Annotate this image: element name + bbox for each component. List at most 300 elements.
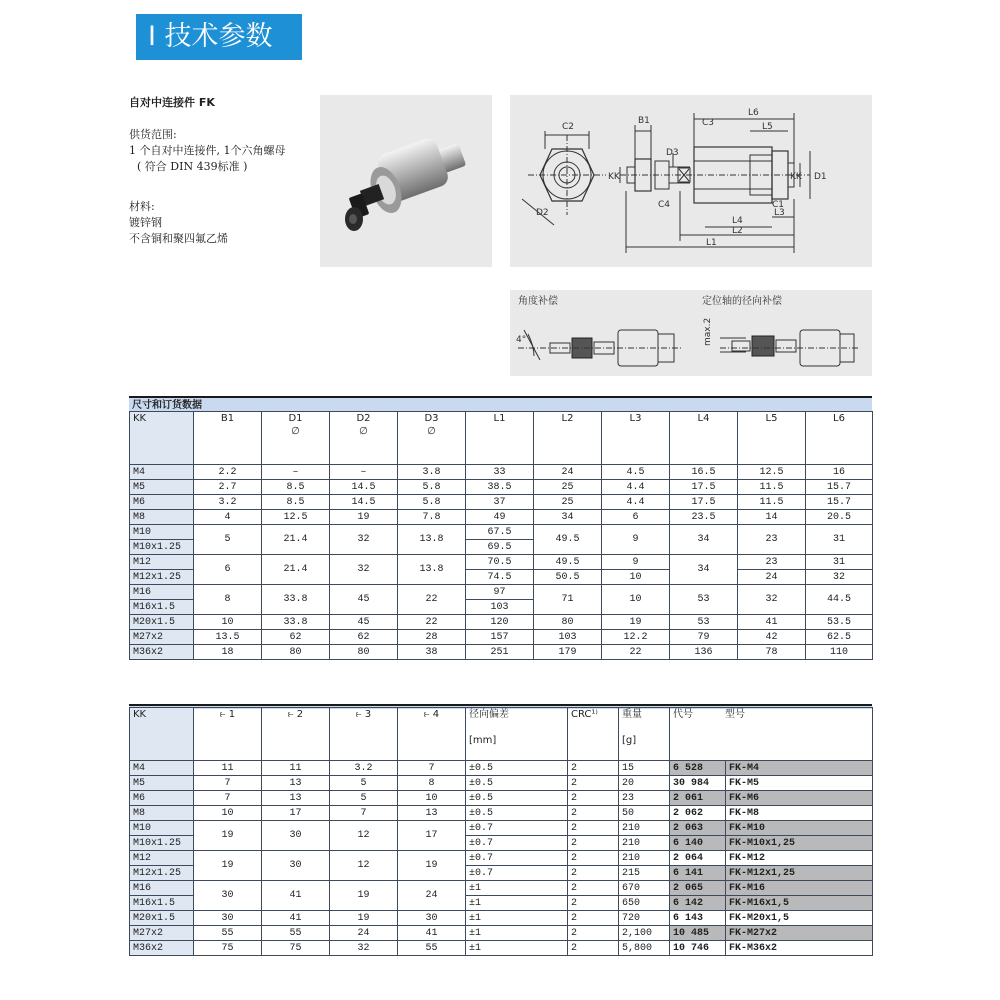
type-designation: FK-M6: [726, 791, 873, 806]
row-kk: M27x2: [130, 926, 194, 941]
row-kk: M6: [130, 791, 194, 806]
table-cell: 30: [398, 911, 466, 926]
table-cell: 7: [398, 761, 466, 776]
row-kk: M20x1.5: [130, 615, 194, 630]
column-header: [534, 412, 602, 465]
table-cell: –: [330, 465, 398, 480]
table-cell: 30: [262, 851, 330, 881]
table-cell: ±1: [466, 911, 568, 926]
row-kk: M4: [130, 761, 194, 776]
table-cell: 6: [602, 510, 670, 525]
table-cell: 6: [194, 555, 262, 585]
table-cell: 12: [330, 851, 398, 881]
table-cell: –: [262, 465, 330, 480]
table-cell: 2.2: [194, 465, 262, 480]
table-cell: 75: [262, 941, 330, 956]
row-kk: M10: [130, 821, 194, 836]
product-photo: [320, 95, 492, 267]
table-title: 尺寸和订货数据: [129, 396, 872, 411]
order-code: 6 142: [670, 896, 726, 911]
dim-label: L6: [748, 108, 759, 118]
table-cell: 67.5: [466, 525, 534, 540]
supply-heading: 供货范围:: [129, 128, 177, 141]
table-cell: 2: [568, 806, 619, 821]
table-cell: 17.5: [670, 480, 738, 495]
table-cell: 13: [262, 776, 330, 791]
table-cell: 80: [262, 645, 330, 660]
order-code: 6 140: [670, 836, 726, 851]
table-cell: 55: [398, 941, 466, 956]
column-header: [806, 412, 873, 465]
order-table: [129, 707, 873, 956]
table-cell: 2: [568, 896, 619, 911]
column-header-label: 重量: [622, 709, 642, 720]
table-cell: 8.5: [262, 495, 330, 510]
table-cell: 15.7: [806, 480, 873, 495]
order-code: 6 528: [670, 761, 726, 776]
row-kk: M12x1.25: [130, 570, 194, 585]
table-cell: 19: [330, 911, 398, 926]
supply-line-1: 1 个自对中连接件, 1个六角螺母: [129, 144, 286, 157]
table-cell: 4: [194, 510, 262, 525]
table-cell: 13: [398, 806, 466, 821]
row-kk: M12: [130, 851, 194, 866]
row-kk: M10x1.25: [130, 836, 194, 851]
material-line-2: 不含铜和聚四氟乙烯: [129, 232, 228, 245]
table-cell: 2: [568, 821, 619, 836]
dim-label: D2: [536, 208, 549, 218]
table-cell: 7: [194, 776, 262, 791]
table-cell: 19: [194, 851, 262, 881]
column-header: [130, 412, 194, 465]
table-cell: 210: [619, 851, 670, 866]
table-cell: 45: [330, 615, 398, 630]
column-header-label: D2: [356, 413, 371, 424]
table-cell: 16.5: [670, 465, 738, 480]
table-cell: 210: [619, 821, 670, 836]
table-cell: 80: [330, 645, 398, 660]
column-header: [466, 708, 568, 761]
row-kk: M20x1.5: [130, 911, 194, 926]
table-row: [130, 630, 873, 645]
order-code: 6 143: [670, 911, 726, 926]
angular-compensation-title: 角度补偿: [518, 296, 558, 307]
dim-label: B1: [638, 116, 650, 126]
table-cell: 20: [619, 776, 670, 791]
table-cell: 3.2: [330, 761, 398, 776]
table-cell: 33: [466, 465, 534, 480]
table-cell: 20.5: [806, 510, 873, 525]
column-header-label: L6: [833, 413, 845, 424]
table-cell: 5: [330, 776, 398, 791]
table-cell: 23: [738, 555, 806, 570]
table-cell: ±1: [466, 941, 568, 956]
column-header: [670, 708, 873, 761]
table-cell: 3.8: [398, 465, 466, 480]
table-row: [130, 821, 873, 836]
table-cell: 70.5: [466, 555, 534, 570]
table-cell: 31: [806, 525, 873, 555]
table-cell: 25: [534, 495, 602, 510]
table-cell: 103: [466, 600, 534, 615]
table-cell: 4.4: [602, 495, 670, 510]
row-kk: M8: [130, 806, 194, 821]
table-cell: 53.5: [806, 615, 873, 630]
row-kk: M12: [130, 555, 194, 570]
table-cell: 71: [534, 585, 602, 615]
column-header: ⥼ 2: [262, 708, 330, 761]
table-row: [130, 465, 873, 480]
table-cell: 2: [568, 836, 619, 851]
table-cell: 32: [806, 570, 873, 585]
table-cell: 215: [619, 866, 670, 881]
type-designation: FK-M27x2: [726, 926, 873, 941]
column-header-unit: [mm]: [469, 735, 497, 746]
table-cell: 41: [738, 615, 806, 630]
table-row: [130, 791, 873, 806]
column-header: ⥼ 4: [398, 708, 466, 761]
table-cell: 33.8: [262, 615, 330, 630]
table-cell: 31: [806, 555, 873, 570]
table-cell: 32: [330, 555, 398, 585]
table-cell: 14: [738, 510, 806, 525]
table-cell: ±1: [466, 926, 568, 941]
section-title: I 技术参数: [136, 14, 302, 60]
table-cell: 9: [602, 525, 670, 555]
table-cell: 2.7: [194, 480, 262, 495]
row-kk: M4: [130, 465, 194, 480]
table-cell: 62.5: [806, 630, 873, 645]
table-cell: ±0.5: [466, 791, 568, 806]
dim-label: C3: [702, 118, 715, 128]
dimension-drawing: [510, 95, 872, 267]
table-cell: 11.5: [738, 495, 806, 510]
column-header-label: D3: [424, 413, 439, 424]
row-kk: M5: [130, 776, 194, 791]
table-cell: 24: [738, 570, 806, 585]
table-cell: 16: [806, 465, 873, 480]
row-kk: M8: [130, 510, 194, 525]
type-designation: FK-M8: [726, 806, 873, 821]
column-header: ⥼ 1: [194, 708, 262, 761]
table-cell: 8.5: [262, 480, 330, 495]
table-cell: 55: [262, 926, 330, 941]
table-cell: 41: [262, 911, 330, 926]
table-cell: 62: [330, 630, 398, 645]
table-cell: 25: [534, 480, 602, 495]
table-cell: 12.2: [602, 630, 670, 645]
table-cell: 34: [670, 555, 738, 585]
column-header: [619, 708, 670, 761]
table-cell: ±0.5: [466, 806, 568, 821]
table-cell: 2,100: [619, 926, 670, 941]
table-cell: 2: [568, 911, 619, 926]
table-cell: 49: [466, 510, 534, 525]
table-cell: 28: [398, 630, 466, 645]
table-row: [130, 480, 873, 495]
dim-label: L4: [732, 216, 743, 226]
table-cell: 179: [534, 645, 602, 660]
table-row: [130, 806, 873, 821]
table-cell: 2: [568, 791, 619, 806]
type-designation: FK-M10x1,25: [726, 836, 873, 851]
table-cell: 34: [670, 525, 738, 555]
row-kk: M10x1.25: [130, 540, 194, 555]
table-header-row: [130, 708, 873, 761]
table-cell: 110: [806, 645, 873, 660]
table-cell: 21.4: [262, 555, 330, 585]
table-cell: 13.8: [398, 525, 466, 555]
column-header: [738, 412, 806, 465]
table-cell: ±1: [466, 881, 568, 896]
column-header-label: L2: [561, 413, 574, 424]
table-cell: 3.2: [194, 495, 262, 510]
code-header: 代号: [673, 709, 693, 720]
table-cell: 49.5: [534, 525, 602, 555]
table-cell: ±0.7: [466, 851, 568, 866]
table-cell: 10: [602, 585, 670, 615]
column-header-label: L5: [765, 413, 778, 424]
row-kk: M10: [130, 525, 194, 540]
table-cell: 10: [194, 806, 262, 821]
table-cell: 251: [466, 645, 534, 660]
row-kk: M36x2: [130, 645, 194, 660]
table-cell: 10: [602, 570, 670, 585]
table-cell: 2: [568, 866, 619, 881]
table-cell: 13.5: [194, 630, 262, 645]
table-cell: 11: [262, 761, 330, 776]
column-header-label: CRC¹⁾: [571, 709, 598, 720]
table-cell: 19: [330, 881, 398, 911]
table-cell: 9: [602, 555, 670, 570]
table-cell: 37: [466, 495, 534, 510]
table-cell: 18: [194, 645, 262, 660]
table-cell: 19: [602, 615, 670, 630]
radial-max-label: max.2: [703, 317, 713, 346]
table-cell: 2: [568, 926, 619, 941]
dim-label: L3: [774, 208, 785, 218]
table-cell: 69.5: [466, 540, 534, 555]
table-cell: ±1: [466, 896, 568, 911]
table-cell: 7: [194, 791, 262, 806]
table-cell: 30: [194, 881, 262, 911]
order-code: 10 485: [670, 926, 726, 941]
type-header: 型号: [725, 709, 745, 720]
table-cell: 103: [534, 630, 602, 645]
table-row: [130, 881, 873, 896]
table-cell: 33.8: [262, 585, 330, 615]
dim-label: L1: [706, 238, 717, 248]
column-header-unit: ∅: [291, 426, 300, 437]
type-designation: FK-M4: [726, 761, 873, 776]
column-header: [670, 412, 738, 465]
table-cell: 2: [568, 761, 619, 776]
table-row: [130, 510, 873, 525]
table-cell: ±0.7: [466, 866, 568, 881]
table-cell: 17.5: [670, 495, 738, 510]
type-designation: FK-M12: [726, 851, 873, 866]
table-cell: 19: [398, 851, 466, 881]
table-cell: 44.5: [806, 585, 873, 615]
table-cell: 17: [262, 806, 330, 821]
table-cell: 4.4: [602, 480, 670, 495]
type-designation: FK-M5: [726, 776, 873, 791]
table-cell: 23: [619, 791, 670, 806]
supply-line-2: ( 符合 DIN 439标准 ): [137, 160, 248, 173]
material-line-1: 镀锌钢: [129, 216, 162, 229]
table-cell: 12.5: [738, 465, 806, 480]
dim-label: D3: [666, 148, 679, 158]
dim-label: C2: [562, 122, 575, 132]
row-kk: M36x2: [130, 941, 194, 956]
row-kk: M5: [130, 480, 194, 495]
column-header: [568, 708, 619, 761]
row-kk: M16x1.5: [130, 896, 194, 911]
table-cell: 670: [619, 881, 670, 896]
table-cell: 74.5: [466, 570, 534, 585]
table-row: [130, 555, 873, 570]
table-cell: 11.5: [738, 480, 806, 495]
table-cell: 10: [194, 615, 262, 630]
table-row: [130, 525, 873, 540]
radial-compensation-title: 定位轴的径向补偿: [702, 296, 782, 307]
table-cell: 14.5: [330, 480, 398, 495]
column-header-unit: [g]: [622, 735, 637, 746]
type-designation: FK-M10: [726, 821, 873, 836]
column-header-unit: ∅: [427, 426, 436, 437]
type-designation: FK-M12x1,25: [726, 866, 873, 881]
table-cell: 23.5: [670, 510, 738, 525]
table-cell: 5.8: [398, 495, 466, 510]
dim-label: L5: [762, 122, 773, 132]
type-designation: FK-M36x2: [726, 941, 873, 956]
type-designation: FK-M16: [726, 881, 873, 896]
table-cell: 32: [330, 525, 398, 555]
table-cell: 210: [619, 836, 670, 851]
table-cell: 5: [330, 791, 398, 806]
column-header-label: B1: [220, 413, 235, 424]
column-header: [330, 412, 398, 465]
material-heading: 材料:: [129, 200, 155, 213]
column-header: [602, 412, 670, 465]
table-cell: 157: [466, 630, 534, 645]
dim-label: KK: [790, 172, 802, 182]
table-cell: ±0.7: [466, 836, 568, 851]
table-cell: 650: [619, 896, 670, 911]
table-row: [130, 776, 873, 791]
table-cell: 53: [670, 585, 738, 615]
table-header-row: [130, 412, 873, 465]
table-cell: 4.5: [602, 465, 670, 480]
table-cell: 50.5: [534, 570, 602, 585]
table-row: [130, 911, 873, 926]
order-code: 2 063: [670, 821, 726, 836]
column-header: KK: [130, 708, 194, 761]
dim-label: L2: [732, 226, 743, 236]
table-cell: 19: [194, 821, 262, 851]
table-cell: 2: [568, 851, 619, 866]
column-header-label: KK: [133, 413, 147, 424]
column-header-label: 径向偏差: [469, 709, 509, 720]
table-cell: 2: [568, 776, 619, 791]
table-cell: 75: [194, 941, 262, 956]
table-row: [130, 851, 873, 866]
column-header: [466, 412, 534, 465]
column-header: [194, 412, 262, 465]
table-cell: 7: [330, 806, 398, 821]
order-code: 2 065: [670, 881, 726, 896]
table-cell: 5,800: [619, 941, 670, 956]
row-kk: M16: [130, 881, 194, 896]
dim-label: D1: [814, 172, 827, 182]
table-cell: ±0.5: [466, 761, 568, 776]
column-header: [262, 412, 330, 465]
table-cell: 42: [738, 630, 806, 645]
table-cell: 34: [534, 510, 602, 525]
table-row: [130, 645, 873, 660]
table-cell: 5: [194, 525, 262, 555]
table-cell: 38: [398, 645, 466, 660]
dim-label: C1: [772, 200, 785, 210]
column-header-label: L4: [697, 413, 710, 424]
table-cell: 5.8: [398, 480, 466, 495]
order-code: 2 064: [670, 851, 726, 866]
table-cell: 38.5: [466, 480, 534, 495]
drawing-labels: [510, 95, 872, 267]
table-cell: 720: [619, 911, 670, 926]
table-cell: 30: [194, 911, 262, 926]
column-header: [398, 412, 466, 465]
row-kk: M27x2: [130, 630, 194, 645]
table-cell: 24: [534, 465, 602, 480]
order-code: 10 746: [670, 941, 726, 956]
order-code: 6 141: [670, 866, 726, 881]
table-cell: 12: [330, 821, 398, 851]
table-cell: 19: [330, 510, 398, 525]
table-cell: 32: [330, 941, 398, 956]
table-cell: 136: [670, 645, 738, 660]
table-cell: 12.5: [262, 510, 330, 525]
table-cell: 49.5: [534, 555, 602, 570]
table-cell: 78: [738, 645, 806, 660]
table-row: [130, 941, 873, 956]
table-cell: 17: [398, 821, 466, 851]
table-cell: 53: [670, 615, 738, 630]
table-cell: 13: [262, 791, 330, 806]
table-cell: 97: [466, 585, 534, 600]
table-cell: 45: [330, 585, 398, 615]
table-cell: 15.7: [806, 495, 873, 510]
table-cell: 22: [398, 585, 466, 615]
table-cell: 8: [398, 776, 466, 791]
order-code: 2 061: [670, 791, 726, 806]
product-title: 自对中连接件 FK: [129, 96, 215, 109]
angle-label: 4°: [516, 335, 527, 345]
table-cell: 23: [738, 525, 806, 555]
table-cell: 15: [619, 761, 670, 776]
table-cell: 11: [194, 761, 262, 776]
table-cell: 80: [534, 615, 602, 630]
column-header-unit: ∅: [359, 426, 368, 437]
table-cell: 2: [568, 881, 619, 896]
table-cell: 24: [398, 881, 466, 911]
table-cell: 21.4: [262, 525, 330, 555]
table-cell: 13.8: [398, 555, 466, 585]
table-cell: 8: [194, 585, 262, 615]
dimensions-table: [129, 411, 873, 660]
table-cell: 62: [262, 630, 330, 645]
table-cell: 120: [466, 615, 534, 630]
